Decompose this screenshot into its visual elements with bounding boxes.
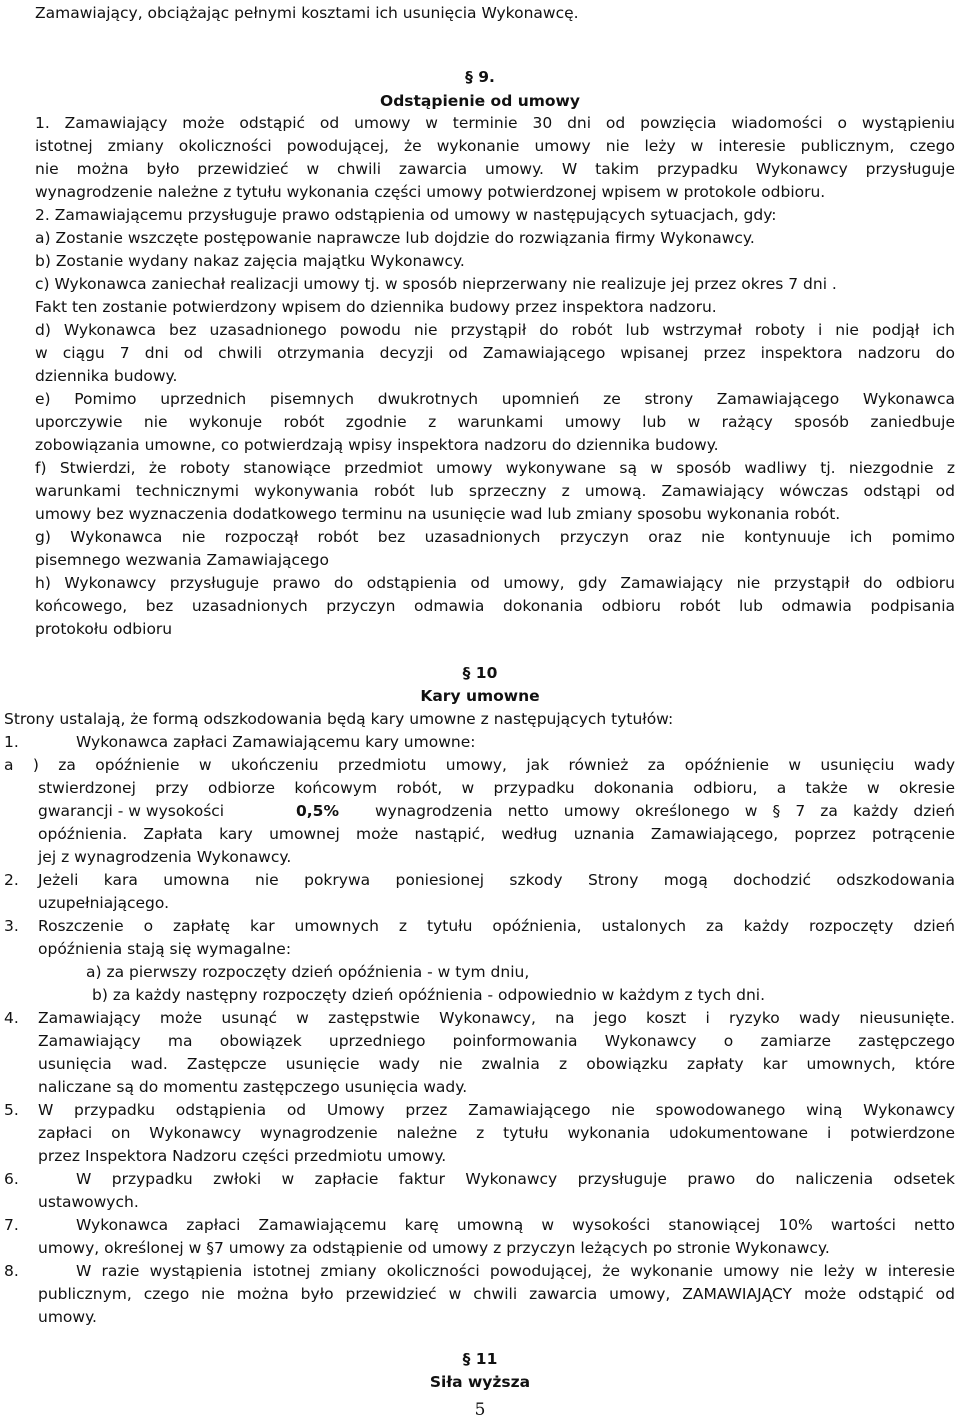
section-9-number: § 9. [465,68,495,86]
paragraph-line: w ciągu 7 dni od chwili otrzymania decyzji od Zamawiającego wpisanej przez inspektora nadzoru do [35,344,955,362]
list-number: 2. [4,871,19,889]
paragraph-line: opóźnienia stają się wymagalne: [38,940,292,958]
section-10-number: § 10 [462,664,498,682]
paragraph-line: Zamawiający, obciążając pełnymi kosztami ich usunięcia Wykonawcę. [35,4,579,22]
list-number: 6. [4,1170,19,1188]
paragraph-line: Zamawiający ma obowiązek uprzedniego poinformowania Wykonawcy o zamiarze zastępczego [38,1032,955,1050]
sub-list-item: b) za każdy następny rozpoczęty dzień opóźnienia - odpowiednio w każdym z tych dni. [92,986,766,1004]
list-item: c) Wykonawca zaniechał realizacji umowy tj. w sposób nieprzerwany nie realizuje jej przez okres 7 dni . [35,275,837,293]
paragraph-line: 1. Zamawiający może odstąpić od umowy w terminie 30 dni od powzięcia wiadomości o wystąpieniu [35,114,955,132]
paragraph-line: gwarancji - w wysokości [38,802,225,820]
paragraph-line: warunkami technicznymi wykonywania robót lub sprzeczny z umową. Zamawiający wówczas odstąpi od [35,482,955,500]
list-item: Wykonawca zapłaci Zamawiającemu karę umowną w wysokości stanowiącej 10% wartości netto [76,1216,955,1234]
list-item: b) Zostanie wydany nakaz zajęcia majątku Wykonawcy. [35,252,465,270]
paragraph-line: uzupełniającego. [38,894,170,912]
list-item: W przypadku odstąpienia od Umowy przez Zamawiającego nie spowodowanego winą Wykonawcy [38,1101,955,1119]
list-number: 5. [4,1101,19,1119]
paragraph-line: zobowiązania umowne, co potwierdzają wpisy inspektora nadzoru do dziennika budowy. [35,436,719,454]
rate-value: 0,5% [296,802,339,820]
paragraph-line: stwierdzonej przy odbiorze końcowym robót, w przypadku dokonania odbioru, a także w okresie [38,779,955,797]
paragraph-line: nie można było przewidzieć w chwili zawarcia umowy. W takim przypadku Wykonawcy przysługuje [35,160,955,178]
list-item: a) Zostanie wszczęte postępowanie naprawcze lub dojdzie do rozwiązania firmy Wykonawcy. [35,229,755,247]
paragraph-line: 2. Zamawiającemu przysługuje prawo odstąpienia od umowy w następujących sytuacjach, gdy: [35,206,777,224]
paragraph-line: Strony ustalają, że formą odszkodowania będą kary umowne z następujących tytułów: [4,710,674,728]
list-item: Wykonawca zapłaci Zamawiającemu kary umowne: [76,733,476,751]
list-item: e) Pomimo uprzednich pisemnych dwukrotnych upomnień ze strony Zamawiającego Wykonawca [35,390,955,408]
paragraph-line: istotnej zmiany okoliczności powodującej, że wykonanie umowy nie leży w interesie publicznym, czego [35,137,955,155]
paragraph-line: ustawowych. [38,1193,139,1211]
page-number: 5 [474,1400,486,1420]
list-item: d) Wykonawca bez uzasadnionego powodu nie przystąpił do robót lub wstrzymał roboty i nie podjął ich [35,321,955,339]
section-11-title: Siła wyższa [429,1373,531,1391]
list-item: a ) za opóźnienie w ukończeniu przedmiotu umowy, jak również za opóźnienie w usunięciu wady [4,756,955,774]
paragraph-line: jej z wynagrodzenia Wykonawcy. [38,848,292,866]
list-item: h) Wykonawcy przysługuje prawo do odstąpienia od umowy, gdy Zamawiający nie przystąpił do odbioru [35,574,955,592]
paragraph-line: pisemnego wezwania Zamawiającego [35,551,329,569]
list-number: 1. [4,733,19,751]
paragraph-line: uporczywie nie wykonuje robót zgodnie z warunkami umowy lub w rażący sposób zaniedbuje [35,413,955,431]
list-item: Jeżeli kara umowna nie pokrywa poniesionej szkody Strony mogą dochodzić odszkodowania [38,871,955,889]
list-number: 8. [4,1262,19,1280]
paragraph-line: Fakt ten zostanie potwierdzony wpisem do dziennika budowy przez inspektora nadzoru. [35,298,717,316]
paragraph-line: umowy. [38,1308,97,1326]
paragraph-line: umowy, określonej w §7 umowy za odstąpienie od umowy z przyczyn leżących po stronie Wykonawcy. [38,1239,830,1257]
list-number: 7. [4,1216,19,1234]
paragraph-line: zapłaci on Wykonawcy wynagrodzenie należne z tytułu wykonania udokumentowane i potwierdzone [38,1124,955,1142]
paragraph-line: opóźnienia. Zapłata kary umownej może nastąpić, według uznania Zamawiającego, poprzez potrącenie [38,825,955,843]
section-11-number: § 11 [462,1350,498,1368]
section-9-title: Odstąpienie od umowy [380,92,580,110]
list-number: 4. [4,1009,19,1027]
list-item: W razie wystąpienia istotnej zmiany okoliczności powodującej, że wykonanie umowy nie leży w interesie [76,1262,955,1280]
paragraph-line: wynagrodzenie należne z tytułu wykonania części umowy potwierdzonej wpisem w protokole odbioru. [35,183,826,201]
paragraph-line: wynagrodzenia netto umowy określonego w § 7 za każdy dzień [375,802,955,820]
paragraph-line: umowy bez wyznaczenia dodatkowego terminu na usunięcie wad lub zmiany sposobu wykonania robót. [35,505,841,523]
paragraph-line: naliczane są do momentu zastępczego usunięcia wady. [38,1078,468,1096]
list-item: g) Wykonawca nie rozpoczął robót bez uzasadnionych przyczyn oraz nie kontynuuje ich pomimo [35,528,955,546]
list-number: 3. [4,917,19,935]
list-item: f) Stwierdzi, że roboty stanowiące przedmiot umowy wykonywane są w sposób wadliwy tj. niezgodnie z [35,459,955,477]
list-item: Roszczenie o zapłatę kar umownych z tytułu opóźnienia, ustalonych za każdy rozpoczęty dzień [38,917,955,935]
list-item: Zamawiający może usunąć w zastępstwie Wykonawcy, na jego koszt i ryzyko wady nieusunięte. [38,1009,955,1027]
section-10-title: Kary umowne [420,687,540,705]
paragraph-line: przez Inspektora Nadzoru części przedmiotu umowy. [38,1147,447,1165]
sub-list-item: a) za pierwszy rozpoczęty dzień opóźnienia - w tym dniu, [86,963,530,981]
paragraph-line: usunięcia wad. Zastępcze usunięcie wady nie zwalnia z obowiązku zapłaty kar umownych, które [38,1055,955,1073]
paragraph-line: końcowego, bez uzasadnionych przyczyn odmawia dokonania odbioru robót lub odmawia podpisania [35,597,955,615]
paragraph-line: protokołu odbioru [35,620,173,638]
paragraph-line: publicznym, czego nie można było przewidzieć w chwili zawarcia umowy, ZAMAWIAJĄCY może odstąpić od [38,1285,955,1303]
paragraph-line: dziennika budowy. [35,367,178,385]
list-item: W przypadku zwłoki w zapłacie faktur Wykonawcy przysługuje prawo do naliczenia odsetek [76,1170,955,1188]
